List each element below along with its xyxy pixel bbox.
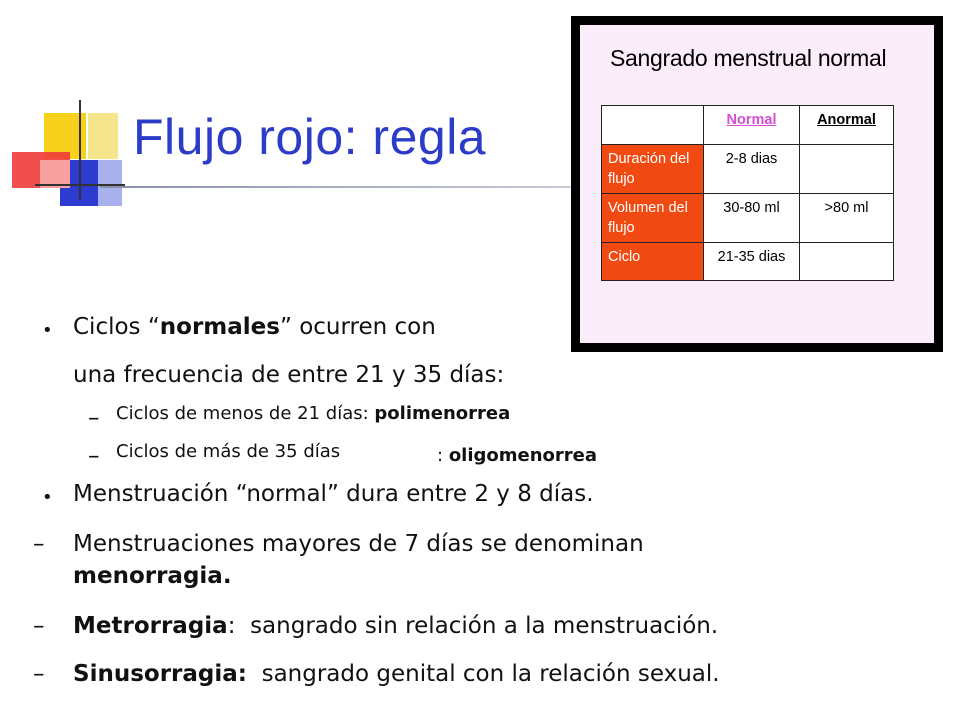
text-fragment: ” ocurren con: [279, 314, 436, 340]
text-fragment: :: [227, 613, 236, 639]
text-fragment: Ciclos de menos de 21 días:: [116, 403, 369, 424]
table-header-empty: [602, 106, 704, 145]
table-row-label: Volumen del flujo: [602, 194, 704, 243]
table-header-normal: Normal: [704, 106, 800, 145]
bold-term: Metrorragia: [73, 613, 228, 639]
inset-title: Sangrado menstrual normal: [610, 45, 887, 71]
table-cell-normal: 30-80 ml: [704, 194, 800, 243]
inset-table-frame: [571, 16, 943, 352]
table-cell-normal: 2-8 dias: [704, 145, 800, 194]
bullet-normal-duration: Menstruación “normal” dura entre 2 y 8 días.: [73, 481, 594, 507]
bullet-normal-cycles: [73, 314, 436, 340]
sub-item-oligomenorrea: [116, 441, 340, 462]
menstrual-table: [601, 105, 894, 281]
slide-title: Flujo rojo: regla: [133, 109, 487, 165]
table-cell-normal: 21-35 dias: [704, 243, 800, 281]
text-fragment: :: [437, 445, 444, 466]
text-fragment: sangrado genital con la relación sexual.: [261, 661, 720, 687]
table-row: [602, 243, 894, 281]
bold-term: normales: [159, 314, 280, 340]
table-cell-anormal: >80 ml: [800, 194, 894, 243]
item-metrorragia: [73, 613, 718, 639]
dash-glyph: –: [88, 443, 100, 469]
sub-item-polimenorrea: [116, 403, 510, 424]
dash-glyph: –: [33, 661, 45, 687]
table-row: [602, 145, 894, 194]
decorative-squares-logo: [0, 0, 140, 230]
bullet-glyph: •: [42, 320, 53, 341]
title-underline: [100, 186, 580, 188]
table-cell-anormal: [800, 243, 894, 281]
bold-term: Sinusorragia:: [73, 661, 247, 687]
inset-table-panel: [580, 25, 934, 343]
text-fragment: Ciclos de más de 35 días: [116, 441, 341, 462]
table-header-row: [602, 106, 894, 145]
table-row-label: Duración del flujo: [602, 145, 704, 194]
bullet-glyph: •: [42, 487, 53, 508]
dash-glyph: –: [33, 613, 45, 639]
table-cell-anormal: [800, 145, 894, 194]
item-sinusorragia: [73, 661, 720, 687]
table-row-label: Ciclo: [602, 243, 704, 281]
table-row: [602, 194, 894, 243]
sub-item-oligomenorrea-term: [437, 445, 597, 466]
item-menorragia-text: Menstruaciones mayores de 7 días se denominan: [73, 531, 644, 557]
bold-term: polimenorrea: [374, 403, 511, 424]
text-fragment: sangrado sin relación a la menstruación.: [250, 613, 719, 639]
bullet-normal-cycles-cont: una frecuencia de entre 21 y 35 días:: [73, 362, 505, 388]
bold-term: oligomenorrea: [448, 445, 598, 466]
table-header-anormal: Anormal: [800, 106, 894, 145]
bold-term: menorragia.: [73, 563, 232, 589]
dash-glyph: –: [33, 531, 45, 557]
item-menorragia-term: [73, 563, 232, 589]
text-fragment: Ciclos “: [73, 314, 160, 340]
dash-glyph: –: [88, 405, 100, 431]
